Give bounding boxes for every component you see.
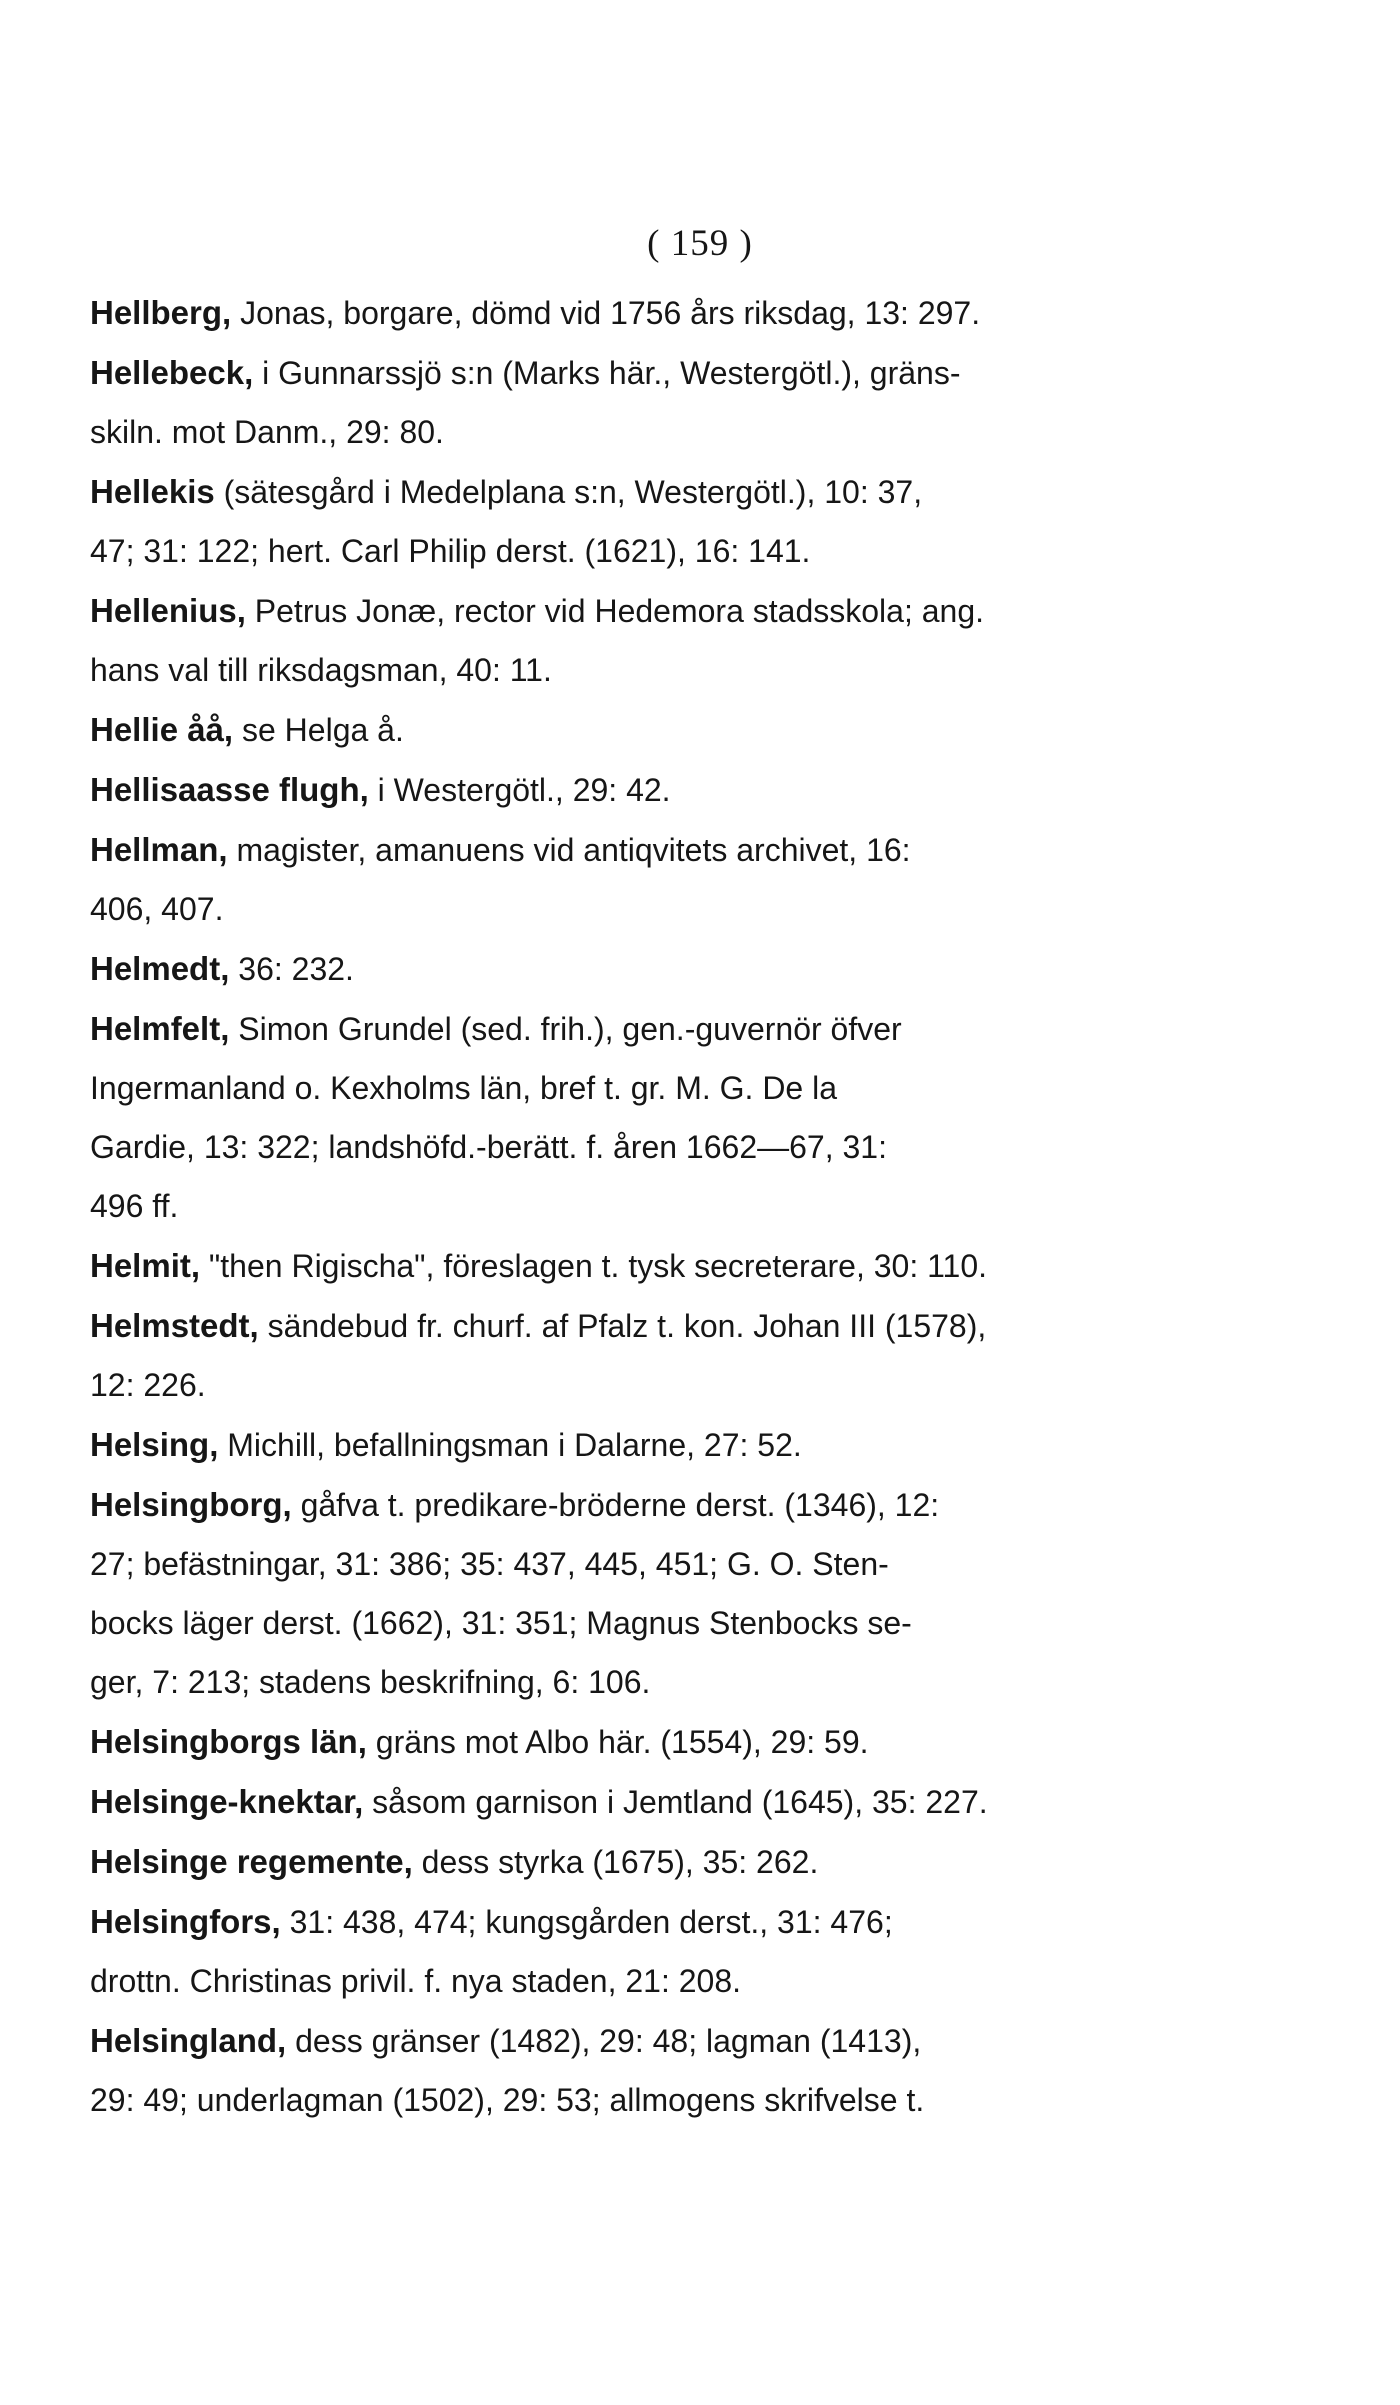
entry-term: Helsingfors,	[90, 1903, 281, 1940]
entry-text: 406, 407.	[90, 891, 224, 927]
entry-text: skiln. mot Danm., 29: 80.	[90, 414, 444, 450]
entry-term: Helsinge regemente,	[90, 1843, 413, 1880]
index-entry	[90, 1772, 1130, 1832]
entry-text: sändebud fr. churf. af Pfalz t. kon. Johan III (1578),	[258, 1308, 987, 1344]
index-entry	[90, 1236, 1130, 1296]
entry-term: Helsinge-knektar,	[90, 1783, 364, 1820]
entry-text: 496 ff.	[90, 1188, 179, 1224]
entry-text: (sätesgård i Medelplana s:n, Westergötl.), 10: 37,	[214, 474, 923, 510]
entry-text: ger, 7: 213; stadens beskrifning, 6: 106.	[90, 1664, 651, 1700]
index-entry	[90, 1296, 1130, 1415]
index-entry	[90, 1892, 1130, 2011]
entry-text: Ingermanland o. Kexholms län, bref t. gr. M. G. De la	[90, 1070, 838, 1106]
page-number: ( 159 )	[647, 223, 753, 264]
entry-text: "then Rigischa", föreslagen t. tysk secreterare, 30: 110.	[200, 1248, 987, 1284]
entry-text: Gardie, 13: 322; landshöfd.-berätt. f. åren 1662—67, 31:	[90, 1129, 887, 1165]
entry-term: Helsingborgs län,	[90, 1723, 367, 1760]
index-entry	[90, 1712, 1130, 1772]
index-entry	[90, 700, 1130, 760]
index-entry	[90, 820, 1130, 939]
entry-term: Helsingborg,	[90, 1486, 292, 1523]
entry-term: Helmfelt,	[90, 1010, 230, 1047]
index-entry	[90, 1832, 1130, 1892]
index-entry	[90, 1415, 1130, 1475]
entry-text: i Westergötl., 29: 42.	[368, 772, 671, 808]
index-entry	[90, 760, 1130, 820]
index-entry	[90, 462, 1130, 581]
index-entry	[90, 1475, 1130, 1712]
entry-text: bocks läger derst. (1662), 31: 351; Magnus Stenbocks se-	[90, 1605, 912, 1641]
entry-text: se Helga å.	[233, 712, 404, 748]
entry-text: 12: 226.	[90, 1367, 206, 1403]
index-entry	[90, 581, 1130, 700]
entry-text: 47; 31: 122; hert. Carl Philip derst. (1621), 16: 141.	[90, 533, 811, 569]
entry-text: såsom garnison i Jemtland (1645), 35: 227.	[363, 1784, 988, 1820]
entry-text: Simon Grundel (sed. frih.), gen.-guvernör öfver	[229, 1011, 902, 1047]
entry-term: Helsingland,	[90, 2022, 287, 2059]
index-entry	[90, 343, 1130, 462]
entry-text: 31: 438, 474; kungsgården derst., 31: 476;	[280, 1904, 893, 1940]
entry-text: Jonas, borgare, dömd vid 1756 års riksdag, 13: 297.	[231, 295, 981, 331]
entry-text: i Gunnarssjö s:n (Marks här., Westergötl.), gräns-	[253, 355, 961, 391]
entry-text: gåfva t. predikare-bröderne derst. (1346), 12:	[291, 1487, 940, 1523]
entry-term: Hellberg,	[90, 294, 232, 331]
entry-text: dess gränser (1482), 29: 48; lagman (1413),	[286, 2023, 922, 2059]
entry-term: Helmedt,	[90, 950, 230, 987]
entry-term: Hellie åå,	[90, 711, 234, 748]
entry-term: Hellisaasse flugh,	[90, 771, 369, 808]
entry-text: magister, amanuens vid antiqvitets archivet, 16:	[227, 832, 911, 868]
entry-text: dess styrka (1675), 35: 262.	[412, 1844, 819, 1880]
entry-text: Petrus Jonæ, rector vid Hedemora stadsskola; ang.	[245, 593, 985, 629]
entry-term: Hellman,	[90, 831, 228, 868]
entry-term: Hellekis	[90, 473, 215, 510]
entry-text: 29: 49; underlagman (1502), 29: 53; allmogens skrifvelse t.	[90, 2082, 925, 2118]
index-entry	[90, 999, 1130, 1236]
entry-term: Hellenius,	[90, 592, 246, 629]
index-entry	[90, 939, 1130, 999]
entry-text: gräns mot Albo här. (1554), 29: 59.	[366, 1724, 869, 1760]
entry-text: drottn. Christinas privil. f. nya staden, 21: 208.	[90, 1963, 741, 1999]
entry-term: Hellebeck,	[90, 354, 254, 391]
entry-term: Helmstedt,	[90, 1307, 259, 1344]
index-entry	[90, 2011, 1130, 2130]
index-column	[90, 283, 1130, 2130]
entry-term: Helsing,	[90, 1426, 219, 1463]
index-entry	[90, 283, 1130, 343]
entry-text: 36: 232.	[229, 951, 354, 987]
entry-text: hans val till riksdagsman, 40: 11.	[90, 652, 552, 688]
entry-term: Helmit,	[90, 1247, 201, 1284]
entry-text: 27; befästningar, 31: 386; 35: 437, 445, 451; G. O. Sten-	[90, 1546, 889, 1582]
entry-text: Michill, befallningsman i Dalarne, 27: 52.	[218, 1427, 802, 1463]
